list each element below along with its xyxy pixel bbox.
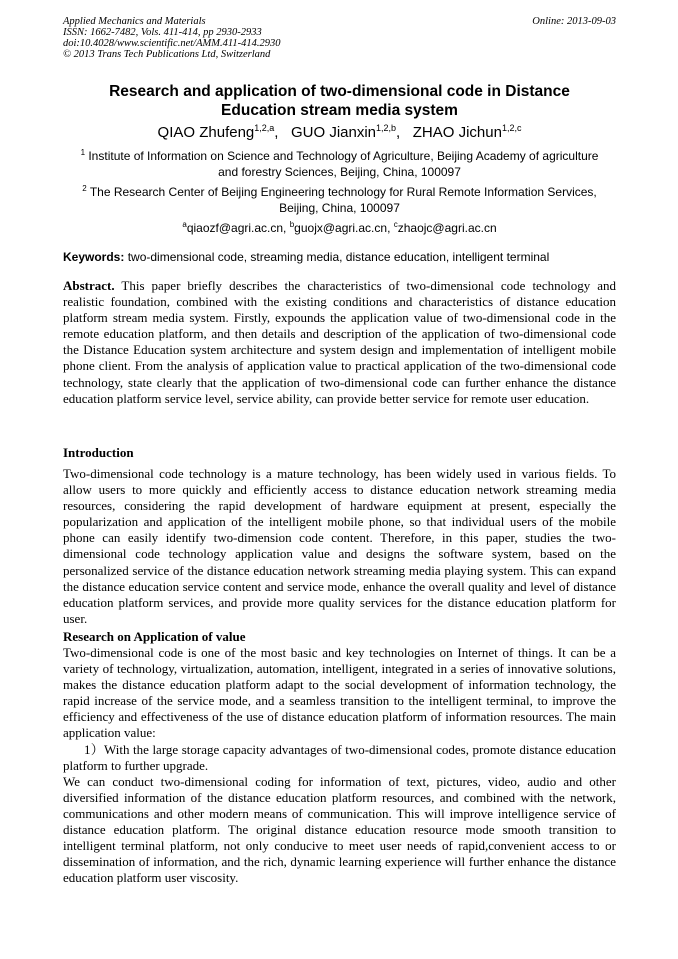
author-name: QIAO Zhufeng xyxy=(157,124,255,141)
email-sup: b xyxy=(289,220,295,229)
issn: ISSN: 1662-7482, Vols. 411-414, pp 2930-2933 xyxy=(63,27,262,38)
keywords-label: Keywords: xyxy=(63,250,125,264)
author-sup: 1,2,b xyxy=(376,123,397,133)
copyright: © 2013 Trans Tech Publications Ltd, Switzerland xyxy=(63,49,271,60)
online-date: Online: 2013-09-03 xyxy=(532,16,616,27)
research-section xyxy=(63,645,616,886)
research-paragraph-3: We can conduct two-dimensional coding for information of text, pictures, video, audio and other diversified information of the distance education platform resources, and combined with the network, communications and other modern means of communication. This will improve intelligence service of distance education platform. The original distance education resource mode smooth transition to intelligent terminal platform, not only conducive to meet user needs of rapid,convenient access to or dissemination of information, and the rich, dynamic learning experience will further enhance the distance education platform user viscosity. xyxy=(63,773,616,886)
email-link[interactable]: guojx@agri.ac.cn, xyxy=(294,221,394,235)
title-line-2: Education stream media system xyxy=(221,102,458,119)
keywords-text: two-dimensional code, streaming media, distance education, intelligent terminal xyxy=(124,250,550,264)
email-link[interactable]: qiaozf@agri.ac.cn, xyxy=(186,221,290,235)
author-name: GUO Jianxin xyxy=(290,124,377,141)
author-sep: , xyxy=(396,124,409,141)
abstract xyxy=(63,278,616,407)
doi: doi:10.4028/www.scientific.net/AMM.411-414.2930 xyxy=(63,38,281,49)
author-name: ZHAO Jichun xyxy=(412,124,502,141)
introduction-paragraph: Two-dimensional code technology is a mature technology, has been widely used in various fields. To allow users to more quickly and efficiently access to distance education network streaming media resources, considering the rapid development of hardware equipment at present, especially the popularization and application of the intelligent mobile phone, so that individual users of the mobile phone can easily identify two-dimension code content. Therefore, in this paper, studies the two-dimensional code technology application value and designs the software system, based on the personalized service of the distance education network streaming media playing system. This can expand the distance education service content and service mode, enhance the overall quality and level of distance education platform services, and provide more quality services for the distance education platform for user. xyxy=(63,466,616,626)
section-heading-research: Research on Application of value xyxy=(63,629,246,644)
email-sup: c xyxy=(393,220,398,229)
abstract-text: This paper briefly describes the characteristics of two-dimensional code technology and realistic foundation, combined with the existing conditions and characteristics of distance education platform stream media system. Firstly, expounds the application value of two-dimensional code in the remote education platform, and then details and description of the application of two-dimensional code the Distance Education system architecture and system design and implementation of intelligent mobile phone client. From the analysis of application value to practical application of the two-dimensional code technology, state clearly that the application of two-dimensional code can further enhance the distance education platform service level, service ability, can provide better service for remote user education. xyxy=(63,278,616,406)
affiliation-line: Beijing, China, 100097 xyxy=(279,201,400,215)
journal-header xyxy=(63,16,616,60)
research-paragraph-1: Two-dimensional code is one of the most basic and key technologies on Internet of things. It can be a variety of technology, virtualization, automation, intelligent, integrated in a series of innovative solutions, makes the distance education platform adapt to the social development of information technology, the rapid increase of the service mode, and a seamless transition to the intelligent terminal, to improve the efficiency and effectiveness of the use of distance education platform of information resources. The main application value: xyxy=(63,645,616,741)
title-line-1: Research and application of two-dimensional code in Distance xyxy=(109,83,570,100)
affiliation-line: and forestry Sciences, Beijing, China, 100097 xyxy=(218,165,461,179)
abstract-label: Abstract. xyxy=(63,278,115,293)
affiliation-1 xyxy=(63,148,616,180)
section-heading-introduction: Introduction xyxy=(63,445,134,460)
affiliation-line: Institute of Information on Science and Technology of Agriculture, Beijing Academy of agriculture xyxy=(85,149,599,163)
affiliation-sup: 1 xyxy=(80,148,86,157)
affiliation-2 xyxy=(63,184,616,216)
email-sup: a xyxy=(182,220,187,229)
journal-name: Applied Mechanics and Materials xyxy=(63,16,206,27)
author-list xyxy=(63,124,616,142)
email-list xyxy=(63,220,616,236)
research-paragraph-2: 1）With the large storage capacity advantages of two-dimensional codes, promote distance education platform to further upgrade. xyxy=(63,741,616,773)
affiliation-sup: 2 xyxy=(82,184,87,193)
paper-title xyxy=(63,82,616,120)
author-sep: , xyxy=(274,124,287,141)
email-link[interactable]: zhaojc@agri.ac.cn xyxy=(397,221,497,235)
affiliation-line: The Research Center of Beijing Engineering technology for Rural Remote Information Services, xyxy=(86,185,597,199)
author-sup: 1,2,a xyxy=(254,123,275,133)
keywords xyxy=(63,249,616,265)
author-sup: 1,2,c xyxy=(501,123,522,133)
